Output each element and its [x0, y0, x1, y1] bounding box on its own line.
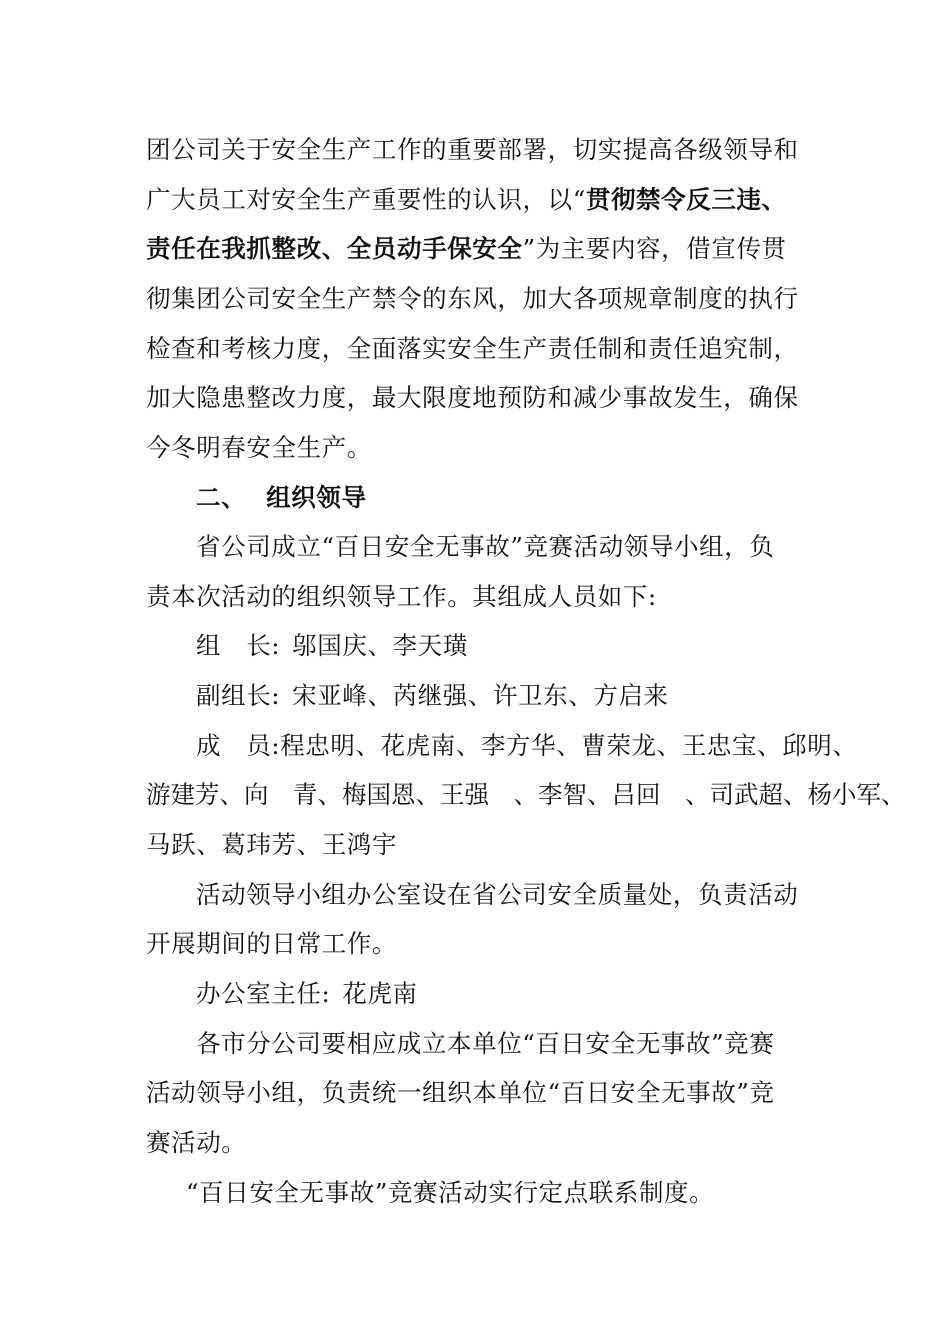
leader-line: [196, 630, 836, 662]
deputy-line: [196, 680, 836, 712]
text: 彻集团公司安全生产禁令的东风，加大各项规章制度的执行: [146, 284, 799, 313]
members-label: 成 员:: [196, 731, 281, 760]
text: 开展期间的日常工作。: [146, 929, 397, 958]
paragraph-1-line-5: [146, 333, 836, 365]
text: 省公司成立“百日安全无事故”竞赛活动领导小组，负: [196, 532, 775, 561]
text: 各市分公司要相应成立本单位“百日安全无事故”竞赛: [196, 1029, 775, 1058]
paragraph-4-line-1: [196, 1028, 836, 1060]
text: 为主要内容，借宣传贯: [535, 234, 787, 263]
members-line-1: [196, 730, 858, 762]
paragraph-1-line-2: [146, 184, 836, 216]
members-names: 马跃、葛玮芳、王鸿宇: [146, 830, 397, 859]
deputy-label: 副组长:: [196, 681, 281, 710]
text: 活动领导小组，负责统一组织本单位“百日安全无事故”竞: [146, 1078, 775, 1107]
text: 加大隐患整改力度，最大限度地预防和减少事故发生，确保: [146, 383, 799, 412]
bold-slogan: 贯彻禁令反三违、: [585, 185, 787, 214]
paragraph-1-line-3: [146, 233, 836, 265]
office-label: 办公室主任:: [196, 979, 331, 1008]
paragraph-2-line-2: [146, 581, 836, 613]
paragraph-2-line-1: [196, 531, 836, 563]
paragraph-3-line-2: [146, 928, 836, 960]
members-line-2: [146, 779, 906, 811]
text: 赛活动。: [146, 1128, 247, 1157]
leader-label: 组 长:: [196, 631, 281, 660]
members-names: 程忠明、花虎南、李方华、曹荣龙、王忠宝、邱明、: [280, 731, 858, 760]
text: 活动领导小组办公室设在省公司安全质量处，负责活动: [196, 880, 799, 909]
paragraph-1-line-7: [146, 432, 836, 464]
quote-open: “: [572, 185, 586, 214]
text: 责本次活动的组织领导工作。其组成人员如下:: [146, 582, 657, 611]
office-name: 花虎南: [342, 979, 418, 1008]
paragraph-4-line-3: [146, 1127, 836, 1159]
paragraph-1-line-6: [146, 382, 836, 414]
paragraph-3-line-1: [196, 879, 836, 911]
text: “百日安全无事故”竞赛活动实行定点联系制度。: [186, 1178, 715, 1207]
quote-close: ”: [522, 234, 536, 263]
members-names: 游建芳、向 青、梅国恩、王强 、李智、吕回 、司武超、杨小军、: [146, 780, 906, 809]
section-number: 二、: [196, 483, 247, 512]
text: 今冬明春安全生产。: [146, 433, 372, 462]
deputy-names: 宋亚峰、芮继强、许卫东、方启来: [292, 681, 669, 710]
paragraph-1-line-4: [146, 283, 836, 315]
text: 广大员工对安全生产重要性的认识，以: [146, 185, 573, 214]
office-director-line: [196, 978, 836, 1010]
text: 团公司关于安全生产工作的重要部署，切实提高各级领导和: [146, 135, 799, 164]
bold-slogan: 责任在我抓整改、全员动手保安全: [146, 234, 523, 263]
section-title: 组织领导: [266, 483, 367, 512]
paragraph-1-line-1: [146, 134, 836, 166]
paragraph-4-line-2: [146, 1077, 836, 1109]
text: 检查和考核力度，全面落实安全生产责任制和责任追究制，: [146, 334, 799, 363]
leader-names: 邬国庆、李天璜: [292, 631, 468, 660]
members-line-3: [146, 829, 836, 861]
section-heading: [196, 482, 836, 514]
paragraph-5-line-1: [186, 1177, 836, 1209]
